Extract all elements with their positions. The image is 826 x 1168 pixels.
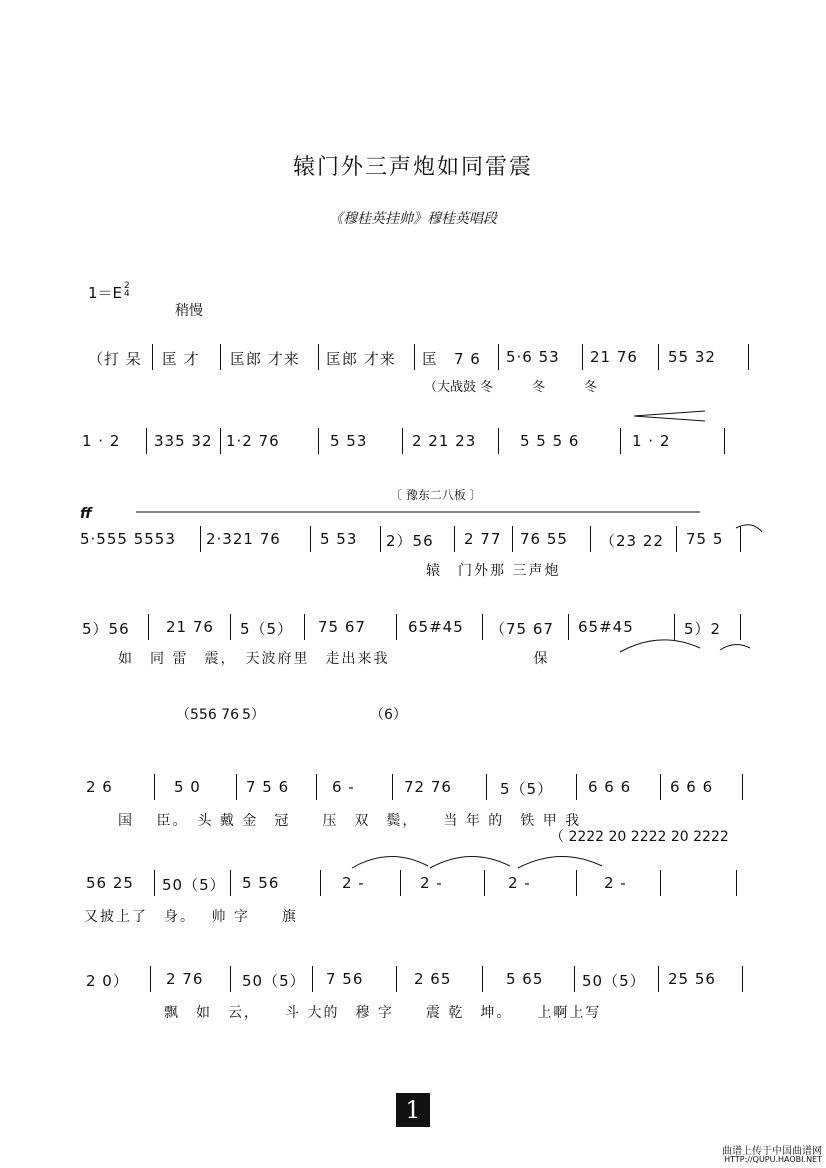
measure: 2 - bbox=[342, 874, 365, 892]
percussion-line: （大战鼓 冬 冬 冬 bbox=[424, 380, 598, 395]
section-label: 〔 豫东二八板 〕 bbox=[390, 488, 482, 502]
measure: 2 6 bbox=[86, 778, 113, 796]
slur bbox=[736, 525, 762, 532]
crescendo-hairpin bbox=[634, 411, 705, 421]
measure: 6 6 6 bbox=[670, 778, 714, 796]
page-number: 1 bbox=[396, 1093, 430, 1127]
measure: 2 77 bbox=[464, 530, 502, 548]
lyrics-line: 如 同 雷 震， 天波府里 走出来我 保 bbox=[118, 651, 550, 667]
measure: 72 76 bbox=[404, 778, 452, 796]
measure: 匡 才 bbox=[162, 350, 200, 368]
measure: 7 5 6 bbox=[246, 778, 290, 796]
instrumental-above: （6） bbox=[370, 707, 407, 723]
watermark-line-1: 曲谱上传于中国曲谱网 bbox=[722, 1146, 822, 1157]
measure: 5 53 bbox=[320, 530, 358, 548]
measure: 5）56 bbox=[82, 620, 130, 638]
tie bbox=[430, 856, 510, 868]
measure: 21 76 bbox=[590, 348, 638, 366]
measure: 5 5 5 6 bbox=[520, 432, 580, 450]
measure: 7 56 bbox=[326, 970, 364, 988]
measure: 2 65 bbox=[414, 970, 452, 988]
measure: 匡郎 才来 bbox=[230, 350, 300, 368]
measure: 2 0） bbox=[86, 972, 129, 990]
measure: 65#45 bbox=[408, 618, 464, 636]
measure: 335 32 bbox=[154, 432, 213, 450]
instrumental-above: （ 2222 20 2222 20 2222 bbox=[550, 829, 729, 845]
measure: 75 67 bbox=[318, 618, 366, 636]
measure: 65#45 bbox=[578, 618, 634, 636]
measure: 5 0 bbox=[174, 778, 201, 796]
measure: 55 32 bbox=[668, 348, 716, 366]
measure: 2 - bbox=[604, 874, 627, 892]
tie bbox=[352, 856, 428, 868]
measure: 匡郎 才来 bbox=[326, 350, 396, 368]
measure: 5 56 bbox=[242, 874, 280, 892]
lyrics-line: 辕 门外那 三声炮 bbox=[426, 563, 561, 579]
slur bbox=[620, 640, 700, 652]
slur bbox=[720, 644, 750, 650]
lyrics-line: 国 臣。 头 戴 金 冠 压 双 鬓， 当 年 的 铁 甲 我 bbox=[118, 813, 582, 829]
measure: 21 76 bbox=[166, 618, 214, 636]
lyrics-line: 又披上了 身。 帅 字 旗 bbox=[84, 909, 298, 925]
measure: 76 55 bbox=[520, 530, 568, 548]
measure: 6 - bbox=[332, 778, 355, 796]
tempo-marking: 稍慢 bbox=[175, 303, 203, 319]
lyrics-line: 飘 如 云， 斗 大的 穆 字 震 乾 坤。 上啊上写 bbox=[164, 1005, 602, 1021]
page-title: 辕门外三声炮如同雷震 bbox=[292, 155, 533, 180]
measure: 50（5） bbox=[242, 972, 306, 990]
measure: 1 · 2 bbox=[82, 432, 121, 450]
measure: （75 67 bbox=[490, 620, 554, 638]
measure: 5·6 53 bbox=[506, 348, 560, 366]
measure: 50（5） bbox=[162, 876, 226, 894]
measure: 1 · 2 bbox=[632, 432, 671, 450]
measure: 25 56 bbox=[668, 970, 716, 988]
meter-bottom: 4 bbox=[124, 289, 130, 299]
tie bbox=[518, 856, 602, 868]
measure: 2 21 23 bbox=[412, 432, 477, 450]
measure: 5（5） bbox=[240, 620, 294, 638]
measure: 1·2 76 bbox=[226, 432, 280, 450]
measure: 2 - bbox=[508, 874, 531, 892]
measure: 50（5） bbox=[582, 972, 646, 990]
measure: 匡 7 6 bbox=[422, 350, 481, 368]
measure: 2·321 76 bbox=[206, 530, 281, 548]
measure: （23 22 bbox=[600, 532, 664, 550]
measure: 5（5） bbox=[500, 780, 554, 798]
measure: 5 65 bbox=[506, 970, 544, 988]
measure: 6 6 6 bbox=[588, 778, 632, 796]
measure: 2 76 bbox=[166, 970, 204, 988]
instrumental-above: 5） bbox=[242, 707, 265, 723]
measure: 2）56 bbox=[386, 532, 434, 550]
measure: 75 5 bbox=[686, 530, 724, 548]
measure: 5 53 bbox=[330, 432, 368, 450]
watermark-line-2: HTTP://QUPU.HAOBI.NET bbox=[724, 1155, 822, 1164]
dynamic-marking: ff bbox=[80, 506, 92, 522]
measure: 2 - bbox=[420, 874, 443, 892]
measure: （打 呆 bbox=[88, 350, 142, 368]
page-subtitle: 《穆桂英挂帅》穆桂英唱段 bbox=[329, 211, 497, 227]
key-text: 1＝E bbox=[88, 284, 123, 302]
measure: 5）2 bbox=[684, 620, 722, 638]
instrumental-above: （556 76 bbox=[176, 707, 239, 723]
meter-top: 2 bbox=[124, 281, 130, 291]
measure: 56 25 bbox=[86, 874, 134, 892]
measure: 5·555 5553 bbox=[80, 530, 176, 548]
